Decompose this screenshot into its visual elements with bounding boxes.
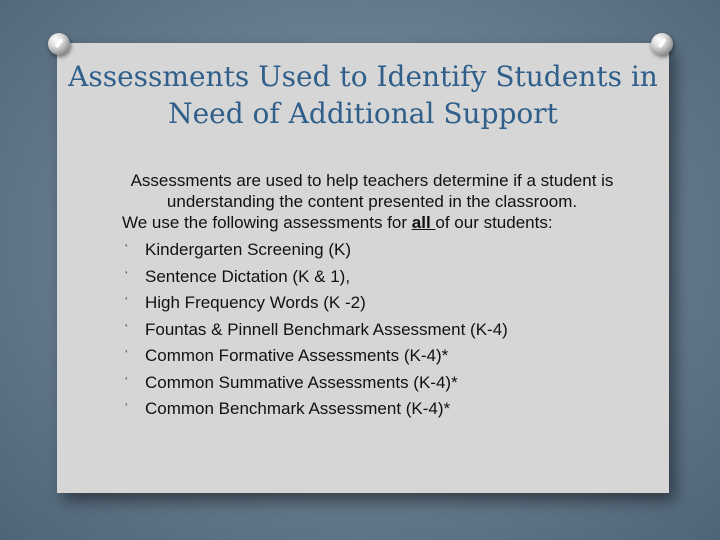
list-item-label: Fountas & Pinnell Benchmark Assessment (K-4) [145,319,508,339]
list-item-label: Kindergarten Screening (K) [145,240,352,259]
lead-after: of our students: [435,213,553,232]
list-item [122,370,622,397]
list-item-label: High Frequency Words (K -2) [145,293,366,312]
bullet-icon: ᾿ [124,268,129,284]
list-item-label: Common Formative Assessments (K-4)* [145,346,449,365]
bullet-icon: ᾿ [124,321,129,337]
slide-title: Assessments Used to Identify Students in Need of Additional Support [68,60,658,130]
bullet-icon: ᾿ [124,374,129,390]
pushpin-icon [48,33,70,55]
lead-paragraph [122,212,622,233]
slide-body [122,170,622,423]
intro-paragraph: Assessments are used to help teachers determine if a student is understanding the content presented in the classroom. [130,171,614,211]
list-item-label: Common Summative Assessments (K-4)* [145,372,458,392]
pushpin-icon [651,33,673,55]
list-item-label: Common Benchmark Assessment (K-4)* [145,399,451,418]
list-item [122,343,622,370]
bullet-icon: ᾿ [124,295,129,310]
list-item-label: Sentence Dictation (K & 1), [145,266,351,286]
list-item [122,264,622,291]
lead-before: We use the following assessments for [122,213,412,232]
bullet-icon: ᾿ [124,401,129,416]
lead-emphasis: all [411,213,436,232]
bullet-icon: ᾿ [124,348,129,363]
list-item [122,317,622,344]
assessment-list [122,237,622,423]
list-item [122,237,622,264]
bullet-icon: ᾿ [124,242,129,257]
list-item [122,396,622,423]
list-item [122,290,622,317]
